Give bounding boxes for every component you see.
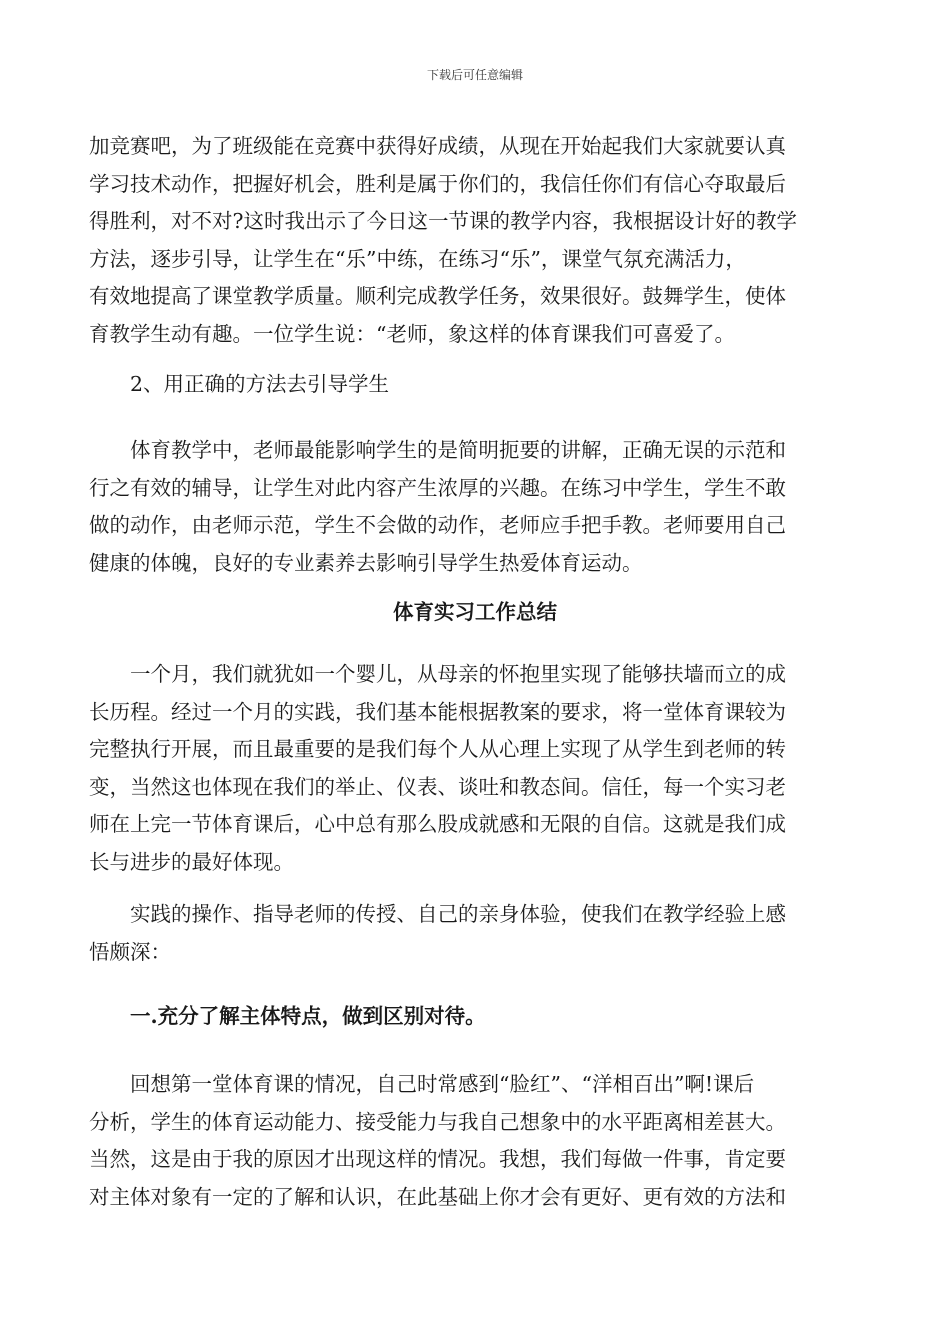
section-subheading [130,366,389,404]
text-line: 行之有效的辅导，让学生对此内容产生浓厚的兴趣。在练习中学生，学生不敢 [89,475,786,500]
text-line: 健康的体魄，良好的专业素养去影响引导学生热爱体育运动。 [89,550,643,575]
text-line: 对主体对象有一定的了解和认识，在此基础上你才会有更好、更有效的方法和 [89,1184,786,1209]
paragraph [89,432,786,582]
text-line: 加竞赛吧，为了班级能在竞赛中获得好成绩，从现在开始起我们大家就要认真 [89,134,786,158]
title-text: 体育实习工作总结 [393,600,557,624]
text-line: 有效地提高了课堂教学质量。顺利完成教学任务，效果很好。鼓舞学生，使体 [89,284,786,308]
text-line: 体育教学中，老师最能影响学生的是简明扼要的讲解，正确无误的示范和 [130,438,786,462]
section-heading [130,998,486,1036]
text-line: 完整执行开展，而且最重要的是我们每个人从心理上实现了从学生到老师的转 [89,737,786,761]
text-line: 长历程。经过一个月的实践，我们基本能根据教案的要求，将一堂体育课较为 [89,699,786,724]
text-line: 分析，学生的体育运动能力、接受能力与我自己想象中的水平距离相差甚大。 [89,1109,786,1134]
text-line: 方法，逐步引导，让学生在“乐”中练，在练习“乐”，课堂气氛充满活力， [89,246,746,271]
heading-text: 一.充分了解主体特点，做到区别对待。 [130,1004,486,1028]
text-line: 一个月，我们就犹如一个婴儿，从母亲的怀抱里实现了能够扶墙而立的成 [130,662,786,686]
text-line: 变，当然这也体现在我们的举止、仪表、谈吐和教态间。信任，每一个实习老 [89,774,786,799]
text-line: 回想第一堂体育课的情况，自己时常感到“脸红”、“洋相百出”啊!课后 [130,1072,755,1096]
document-title [89,594,861,632]
text-line: 做的动作，由老师示范，学生不会做的动作，老师应手把手教。老师要用自己 [89,513,786,537]
text-line: 师在上完一节体育课后，心中总有那么股成就感和无限的自信。这就是我们成 [89,812,786,836]
text-line: 当然，这是由于我的原因才出现这样的情况。我想，我们每做一件事，肯定要 [89,1147,786,1171]
text-line: 实践的操作、指导老师的传授、自己的亲身体验，使我们在教学经验上感 [130,902,786,926]
paragraph-continuation [89,128,797,353]
text-line: 2、用正确的方法去引导学生 [130,372,390,396]
text-line: 学习技术动作，把握好机会，胜利是属于你们的，我信任你们有信心夺取最后 [89,171,786,196]
text-line: 育教学生动有趣。一位学生说：“老师，象这样的体育课我们可喜爱了。 [89,321,735,346]
text-line: 得胜利，对不对?这时我出示了今日这一节课的教学内容，我根据设计好的教学 [89,209,797,233]
text-line: 悟颇深： [89,939,171,964]
paragraph [89,896,786,971]
page-header: 下载后可任意编辑 [426,68,523,82]
paragraph [89,656,786,881]
paragraph [89,1066,786,1216]
text-line: 长与进步的最好体现。 [89,849,294,874]
